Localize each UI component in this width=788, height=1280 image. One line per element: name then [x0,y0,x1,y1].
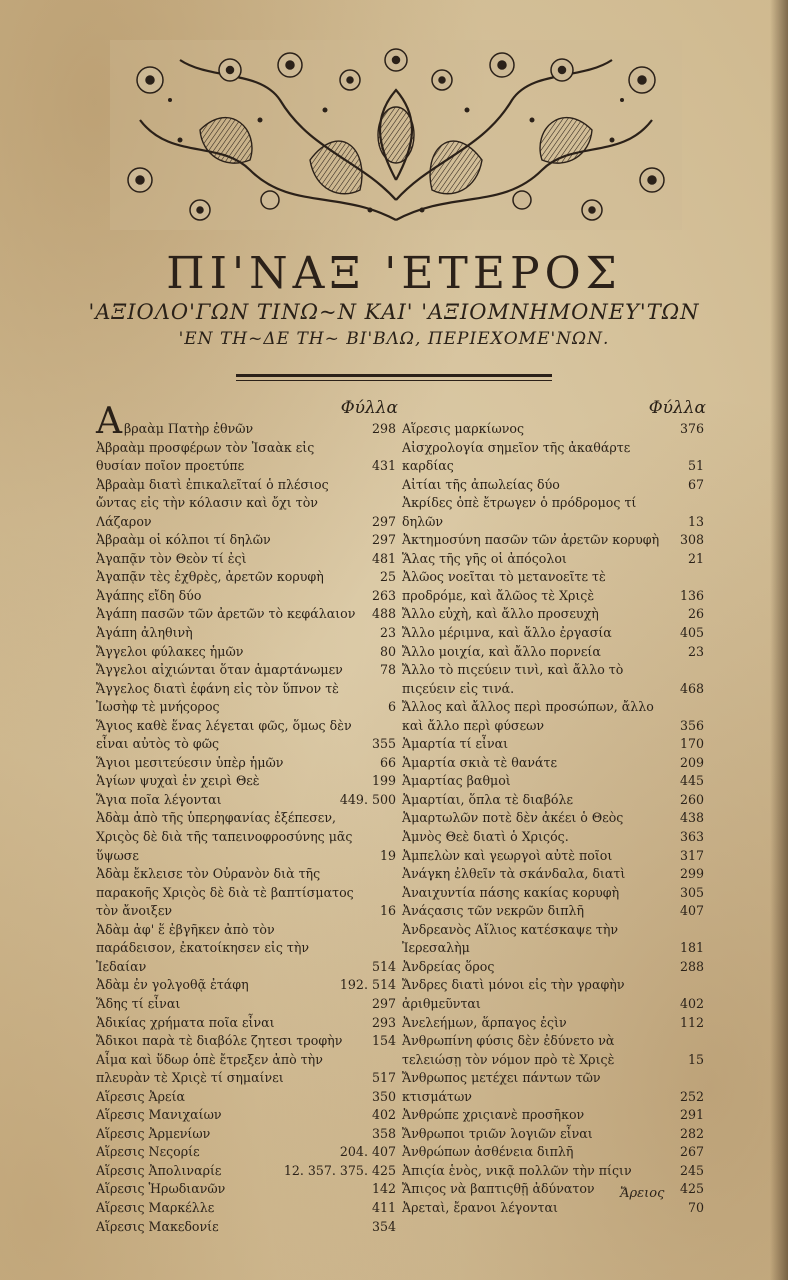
index-entry [96,995,398,1014]
index-entry [402,531,706,550]
index-entry-page: 402 [371,1107,396,1123]
index-entry-text: Ἄπιςος νὰ βαπτιςθῇ ἀδύνατον [402,1181,595,1197]
index-entry-page: 488 [371,606,396,622]
index-entry [96,1014,398,1033]
index-entry-text: Ἀβραὰμ οἱ κόλποι τί δηλῶν [96,532,271,548]
index-entry [402,1199,706,1218]
index-entry-text: Αἵρεσις Ἡρωδιανῶν [96,1181,226,1197]
index-entry-page: 288 [679,958,704,974]
index-entry-text: Ἁμαρτία τί εἶναι [402,736,509,752]
index-entry-text: Ἀμπελὼν καὶ γεωργοὶ αὐτὲ ποῖοι [402,847,613,863]
index-entry-page: 514 [371,958,396,974]
index-entry-text: Ἅλας τῆς γῆς οἱ ἀπόςολοι [402,550,567,566]
index-entry [96,809,398,865]
index-entry-text: Ἀνδρεανὸς Αἴλιος κατέσκαψε τὴν Ἰερεσαλὴμ [402,921,619,956]
index-entry-page: 6 [387,699,396,715]
index-entry [96,420,398,439]
index-entry-text: Ἄνθρωποι τριῶν λογιῶν εἶναι [402,1125,593,1141]
index-entry-text: Αἵρεσις Νεςορίε [96,1144,200,1160]
index-entry-page: 317 [679,847,704,863]
index-column-left [96,398,398,1236]
index-entry-page: 67 [687,476,704,492]
index-entry [96,439,398,476]
index-entry-text: Αἵρεσις Μανιχαίων [96,1107,222,1123]
index-entry-text: Ἀκρίδες ὁπὲ ἔτρωγεν ὁ πρόδρομος τί δηλῶν [402,495,637,529]
index-entry [96,624,398,643]
index-entry [402,550,706,569]
index-entry-text: Ἄγγελοι αἰχιώνται ὅταν ἁμαρτάνωμεν [96,662,343,678]
index-entry-text: Ἅγια ποῖα λέγονται [96,791,222,807]
index-entry-page: 425 [679,1181,704,1197]
index-entry [96,1088,398,1107]
index-entry-page: 26 [687,606,704,622]
index-entry-text: Ἁμαρτίαι, ὅπλα τὲ διαβόλε [402,791,574,807]
index-entry [402,828,706,847]
index-entry-page: 25 [379,569,396,585]
index-entry-page: 305 [679,884,704,900]
index-entry [96,1051,398,1088]
index-entry-text: Ἀδικίας χρήματα ποῖα εἶναι [96,1014,275,1030]
index-entry-page: 13 [687,513,704,529]
index-entry-text: Ἄλλο μέριμνα, καὶ ἄλλο ἐργασία [402,625,612,641]
index-entry [96,976,398,995]
index-entry-page: 468 [679,680,704,696]
page-subtitle-1: 'ΑΞΙΟΛΟ'ΓΩΝ ΤΙΝΩ~Ν ΚΑΙ' 'ΑΞΙΟΜΝΗΜΟΝΕΥ'ΤΩΝ [88,300,700,324]
right-column-heading: Φύλλα [648,398,706,418]
index-entry [96,1032,398,1051]
index-entry-text: Ἀγάπης εἴδη δύο [96,587,202,603]
index-entry [402,754,706,773]
index-entry-page: 407 [679,903,704,919]
index-entry-text: Ἀγαπᾷν τὲς ἐχθρὲς, ἀρετῶν κορυφὴ [96,569,324,585]
index-entry [96,476,398,532]
index-entry [96,531,398,550]
index-entry [96,717,398,754]
index-entry [96,921,398,977]
index-entry-page: 16 [379,903,396,919]
index-entry-text: Ἀδὰμ ἀπὸ τῆς ὑπερηφανίας ἐξέπεσεν, Χριςὸς δὲ διὰ τῆς ταπεινοφροσύνης μᾶς ὕψωσε [96,810,353,863]
index-entry-page: 356 [679,717,704,733]
index-entry [402,847,706,866]
index-entry [402,643,706,662]
index-entry-page: 402 [679,995,704,1011]
index-entry-page: 291 [679,1107,704,1123]
index-entry-text: Ἀνάςασις τῶν νεκρῶν διπλῆ [402,903,585,919]
index-entry [96,1180,398,1199]
index-entry [402,494,706,531]
index-entry-page: 78 [379,662,396,678]
index-entry-text: Ἀναιχυντία πάσης κακίας κορυφὴ [402,884,620,900]
index-entry [402,976,706,1013]
index-entry-text: Ἀγαπᾷν τὸν Θεὸν τί ἐςὶ [96,550,247,566]
index-entry-text: Ἄλλο εὐχὴ, καὶ ἄλλο προσευχὴ [402,606,599,622]
index-entry [96,1106,398,1125]
index-entry [96,791,398,810]
book-spine-shadow [770,0,788,1280]
index-entry-text: Ἀγάπη πασῶν τῶν ἀρετῶν τὸ κεφάλαιον [96,606,356,622]
index-entry-text: Ἀνθρώπων ἀσθένεια διπλῆ [402,1144,574,1160]
index-entry-text: Ἄδικοι παρὰ τὲ διαβόλε ζητεσι τροφὴν [96,1033,343,1049]
index-entry [402,958,706,977]
index-entry [96,1125,398,1144]
index-entry-text: Ἀγάπη ἀληθινὴ [96,625,193,641]
index-entry-page: 438 [679,810,704,826]
index-entry-page: 23 [379,625,396,641]
index-entry-page: 363 [679,829,704,845]
index-entry-text: Ἄλλος καὶ ἄλλος περὶ προσώπων, ἄλλο καὶ ἄλλο περὶ φύσεων [402,699,654,733]
index-entry [402,1162,706,1181]
index-entry-text: Ἀνελεήμων, ἅρπαγος ἐςὶν [402,1014,567,1030]
index-entry [402,772,706,791]
index-entry-page: 66 [379,754,396,770]
index-entry [402,791,706,810]
index-entry-page: 449. 500 [339,791,396,807]
index-entry-text: Αἰτίαι τῆς ἀπωλείας δύο [402,476,560,492]
index-entry-text: Ἀκτημοσύνη πασῶν τῶν ἀρετῶν κορυφὴ [402,532,660,548]
index-entry [402,1143,706,1162]
index-entry-text: Ἄνδρες διατὶ μόνοι εἰς τὴν γραφὴν ἀριθμεῦνται [402,977,625,1011]
index-entry-page: 445 [679,773,704,789]
index-entry-text: Ἀδὰμ ἔκλεισε τὸν Οὐρανὸν διὰ τῆς παρακοῆς Χριςὸς δὲ διὰ τὲ βαπτίσματος τὸν ἄνοιξεν [96,866,354,919]
index-entry-text: Ἅγιοι μεσιτεύεσιν ὑπὲρ ἡμῶν [96,754,284,770]
index-entry [96,1199,398,1218]
index-entry [402,698,706,735]
drop-cap: Α [96,401,122,442]
index-entry-page: 299 [679,866,704,882]
index-entry [402,420,706,439]
index-entry-page: 355 [371,736,396,752]
index-entry-page: 481 [371,550,396,566]
index-entry-text: Ἀμνὸς Θεὲ διατὶ ὁ Χριςός. [402,829,569,845]
index-entry-page: 354 [371,1218,396,1234]
index-entry-page: 112 [679,1014,704,1030]
page-title: ΠΙ'ΝΑΞ 'ΕΤΕΡΟΣ [166,248,622,299]
index-entry-page: 405 [679,625,704,641]
index-entry-text: Ἀβραὰμ διατὶ ἐπικαλεῖταί ὁ πλέσιος ὤντας εἰς τὴν κόλασιν καὶ ὄχι τὸν Λάζαρον [96,476,329,529]
index-entry-text: Ἀδὰμ ἀφ' ἕ ἐβγῆκεν ἀπὸ τὸν παράδεισον, ἐκατοίκησεν εἰς τὴν Ἰεδαίαν [96,921,310,974]
index-entry-text: Ἀπιςία ἑνὸς, νικᾷ πολλῶν τὴν πίςιν [402,1162,632,1178]
index-entry-page: 23 [687,643,704,659]
index-entry-page: 21 [687,550,704,566]
index-entry-text: Ἁμαρτωλῶν ποτὲ δὲν ἀκέει ὁ Θεὸς [402,810,624,826]
index-entry-page: 431 [371,458,396,474]
index-entry-page: 297 [371,532,396,548]
index-entry-text: Ἄλλο τὸ πιςεύειν τινὶ, καὶ ἄλλο τὸ πιςεύειν εἰς τινά. [402,662,624,696]
index-entry-text: Ἀδὰμ ἐν γολγοθᾷ ἐτάφη [96,977,249,993]
index-entry [402,1069,706,1106]
left-column-heading: Φύλλα [340,398,398,418]
index-entry [96,587,398,606]
index-entry-page: 181 [679,940,704,956]
index-entry-text: Ἄλλο μοιχία, καὶ ἄλλο πορνεία [402,643,601,659]
index-entry [96,865,398,921]
index-entry-page: 358 [371,1125,396,1141]
index-entry-page: 70 [687,1199,704,1215]
index-column-right [402,398,706,1218]
index-entry-page: 297 [371,995,396,1011]
index-entry-page: 15 [687,1051,704,1067]
index-entry [402,884,706,903]
index-entry-page: 298 [371,421,396,436]
index-entry [402,809,706,828]
index-entry [402,439,706,476]
index-entry-page: 142 [371,1181,396,1197]
index-entry [402,1106,706,1125]
index-entry-text: Αἵρεσις Ἀρμενίων [96,1125,211,1141]
title-rule-thin [236,380,552,381]
index-entry-page: 19 [379,847,396,863]
index-entry-page: 350 [371,1088,396,1104]
index-entry-page: 51 [687,458,704,474]
index-entry-text: Αἵρεσις Ἀπολιναρίε [96,1162,222,1178]
index-entry [402,902,706,921]
index-entry [402,568,706,605]
index-entry-text: Ἀνθρώπε χριςιανὲ προσῆκον [402,1107,585,1123]
index-entry [96,605,398,624]
index-entry-text: Αἵρεσις Μακεδονίε [96,1218,219,1234]
index-entry-text: Ἀνάγκη ἐλθεῖν τὰ σκάνδαλα, διατὶ [402,866,626,882]
index-entry-page: 517 [371,1070,396,1086]
index-entry-text: Ἀνθρωπίνη φύσις δὲν ἐδύνετο νὰ τελειώσῃ τὸν νόμον πρὸ τὲ Χριςὲ [402,1033,615,1067]
index-entry-text: Ἀνδρείας ὅρος [402,958,495,974]
index-entry-page: 154 [371,1033,396,1049]
index-entry [96,661,398,680]
index-entry-page: 204. 407 [339,1144,396,1160]
index-entry [96,568,398,587]
index-entry [402,735,706,754]
index-entry [96,680,398,717]
index-entry-page: 308 [679,532,704,548]
index-entry-page: 293 [371,1014,396,1030]
index-entry-text: Ἁγίων ψυχαὶ ἐν χειρὶ Θεὲ [96,773,260,789]
index-entry [402,1014,706,1033]
index-entry-page: 252 [679,1088,704,1104]
floral-headpiece-ornament [110,40,682,230]
index-entry [96,643,398,662]
index-entry-page: 245 [679,1162,704,1178]
index-entry [96,772,398,791]
index-entry-text: βραὰμ Πατὴρ ἐθνῶν [124,421,254,436]
title-rule-thick [236,374,552,377]
index-entry-page: 297 [371,513,396,529]
index-entry [402,865,706,884]
index-entry-text: Αἵρεσις Ἀρεία [96,1088,186,1104]
index-entry [402,1032,706,1069]
index-entry [402,661,706,698]
index-entry-text: Αἵρεσις Μαρκέλλε [96,1199,215,1215]
index-entry-page: 411 [371,1199,396,1215]
index-entry [402,921,706,958]
page-subtitle-2: 'ΕΝ ΤΗ~ΔΕ ΤΗ~ ΒΙ'ΒΛΩ, ΠΕΡΙΕΧΟΜΕ'ΝΩΝ. [178,329,610,349]
index-entry-page: 260 [679,791,704,807]
index-entry [96,1162,398,1181]
index-entry-page: 199 [371,773,396,789]
index-entry-text: Ἀλῶος νοεῖται τὸ μετανοεῖτε τὲ προδρόμε, καὶ ἄλῶος τὲ Χριςὲ [402,569,606,603]
index-entry-page: 12. 357. 375. 425 [283,1162,396,1178]
index-entry-page: 192. 514 [339,977,396,993]
index-entry-page: 209 [679,754,704,770]
index-entry-text: Ἅδης τί εἶναι [96,995,181,1011]
index-entry-text: Ἅγιος καθὲ ἕνας λέγεται φῶς, ὅμως δὲν εἶναι αὐτὸς τὸ φῶς [96,717,352,752]
index-entry-page: 136 [679,587,704,603]
index-entry-page: 263 [371,587,396,603]
catchword: Ἄρειος [620,1186,665,1201]
index-entry-text: Ἄγγελοι φύλακες ἡμῶν [96,643,244,659]
index-entry [96,1143,398,1162]
index-entry-text: Αἰσχρολογία σημεῖον τῆς ἀκαθάρτε καρδίας [402,439,631,474]
index-entry-page: 170 [679,736,704,752]
index-entry-text: Αἷμα καὶ ὕδωρ ὁπὲ ἔτρεξεν ἀπὸ τὴν πλευρὰν τὲ Χριςὲ τί σημαίνει [96,1051,323,1086]
index-entry [96,550,398,569]
index-entry [402,1125,706,1144]
index-entry-text: Ἄγγελος διατὶ ἐφάνη εἰς τὸν ὕπνον τὲ Ἰωσὴφ τὲ μνήςορος [96,680,339,715]
index-entry [402,605,706,624]
index-entry-text: Ἄνθρωπος μετέχει πάντων τῶν κτισμάτων [402,1070,601,1104]
index-entry-text: Ἁμαρτίας βαθμοὶ [402,773,511,789]
index-entry-page: 267 [679,1144,704,1160]
index-entry [402,476,706,495]
index-entry-page: 282 [679,1125,704,1141]
index-entry-page: 80 [379,643,396,659]
index-entry-text: Ἀβραὰμ προσφέρων τὸν Ἰσαὰκ εἰς θυσίαν ποῖον προετύπε [96,439,315,474]
index-entry [96,1218,398,1237]
index-entry-page: 376 [679,421,704,436]
index-entry-text: Ἀρεταὶ, ἔρανοι λέγονται [402,1199,558,1215]
index-entry [402,624,706,643]
index-entry-text: Ἁμαρτία σκιὰ τὲ θανάτε [402,754,557,770]
index-entry-text: Αἵρεσις μαρκίωνος [402,421,525,436]
index-entry [96,754,398,773]
